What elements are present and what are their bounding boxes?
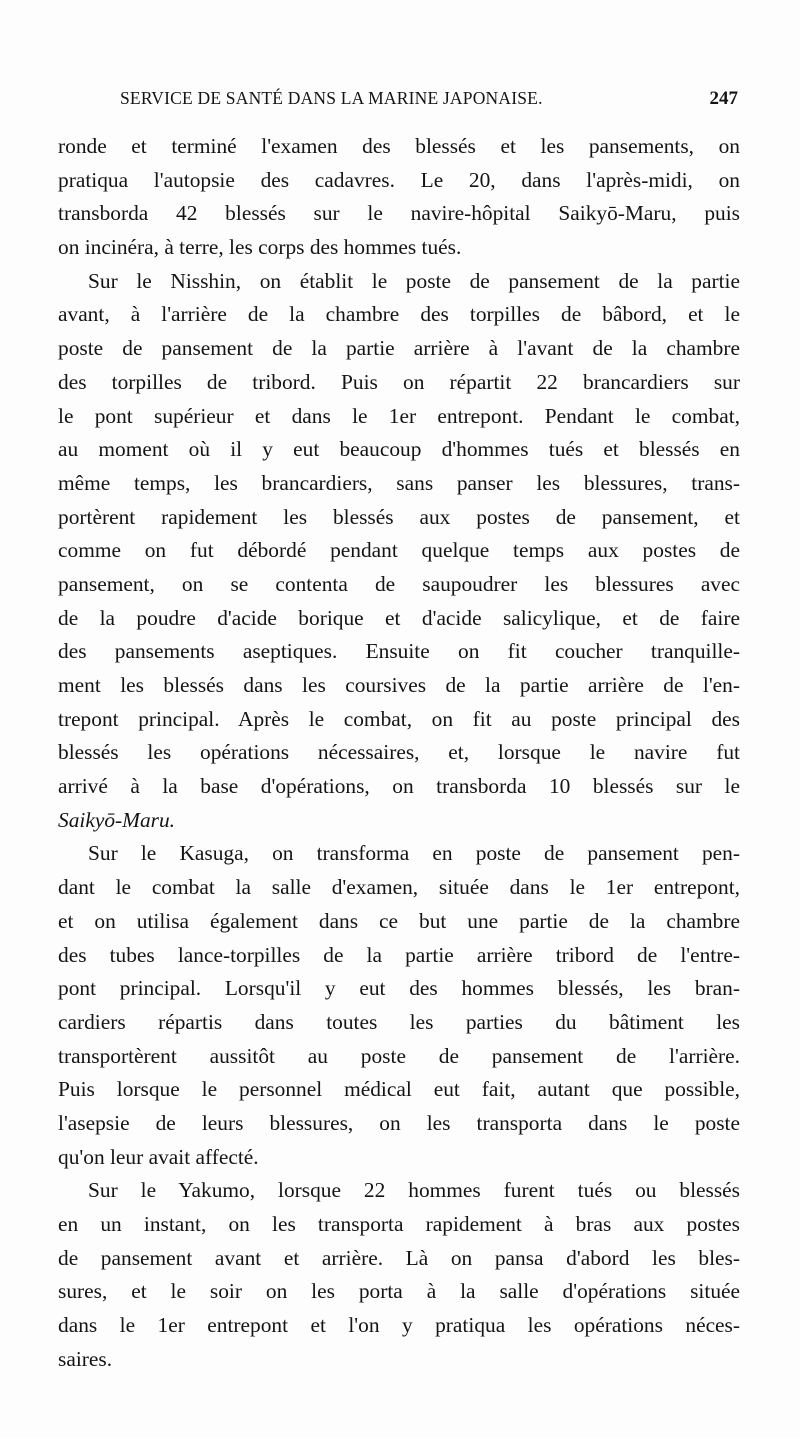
text-line: comme on fut débordé pendant quelque temps aux postes de — [58, 538, 740, 563]
text-line: en un instant, on les transporta rapidement à bras aux postes — [58, 1212, 740, 1236]
text-line: le pont supérieur et dans le 1er entrepont. Pendant le combat, — [58, 403, 740, 428]
text-line: transborda 42 blessés sur le navire-hôpital Saikyō-Maru, puis — [58, 201, 740, 226]
text-line: portèrent rapidement les blessés aux postes de pansement, et — [58, 504, 740, 529]
text-line: pont principal. Lorsqu'il y eut des hommes blessés, les bran- — [58, 976, 740, 1001]
text-line: saires. — [58, 1346, 113, 1371]
body-text — [58, 130, 740, 1376]
text-line: avant, à l'arrière de la chambre des torpilles de bâbord, et le — [58, 302, 740, 327]
page-number: 247 — [709, 88, 738, 109]
text-line: l'asepsie de leurs blessures, on les transporta dans le poste — [58, 1110, 740, 1135]
text-line: sures, et le soir on les porta à la salle d'opérations située — [58, 1279, 740, 1304]
text-line: de la poudre d'acide borique et d'acide salicylique, et de faire — [58, 605, 740, 630]
text-line: on incinéra, à terre, les corps des hommes tués. — [58, 235, 462, 260]
page-header — [120, 88, 738, 114]
text-line: pansement, on se contenta de saupoudrer les blessures avec — [58, 571, 740, 596]
text-line: transportèrent aussitôt au poste de pansement de l'arrière. — [58, 1043, 740, 1068]
text-line: dans le 1er entrepont et l'on y pratiqua les opérations néces- — [58, 1313, 740, 1338]
text-line: des tubes lance-torpilles de la partie arrière tribord de l'entre- — [58, 942, 740, 967]
text-line: des torpilles de tribord. Puis on répartit 22 brancardiers sur — [58, 369, 740, 394]
text-line: blessés les opérations nécessaires, et, lorsque le navire fut — [58, 740, 740, 765]
text-line: ment les blessés dans les coursives de la partie arrière de l'en- — [58, 673, 740, 697]
text-line: même temps, les brancardiers, sans panser les blessures, trans- — [58, 470, 740, 495]
text-line: cardiers répartis dans toutes les parties du bâtiment les — [58, 1009, 740, 1034]
text-line: pratiqua l'autopsie des cadavres. Le 20, dans l'après-midi, on — [58, 167, 740, 192]
text-line: arrivé à la base d'opérations, on transborda 10 blessés sur le — [58, 774, 740, 799]
text-line: Sur le Yakumo, lorsque 22 hommes furent tués ou blessés — [88, 1178, 740, 1203]
text-line: Sur le Kasuga, on transforma en poste de pansement pen- — [88, 841, 740, 866]
text-line: Saikyō-Maru. — [58, 807, 176, 832]
text-line: Puis lorsque le personnel médical eut fait, autant que possible, — [58, 1077, 740, 1102]
text-line: trepont principal. Après le combat, on fit au poste principal des — [58, 706, 740, 731]
text-line: au moment où il y eut beaucoup d'hommes tués et blessés en — [58, 437, 740, 462]
text-line: de pansement avant et arrière. Là on pansa d'abord les bles- — [58, 1245, 740, 1270]
text-line: et on utilisa également dans ce but une partie de la chambre — [58, 908, 740, 933]
text-line: Sur le Nisshin, on établit le poste de pansement de la partie — [88, 268, 740, 293]
text-line: poste de pansement de la partie arrière à l'avant de la chambre — [58, 336, 740, 361]
running-title: SERVICE DE SANTÉ DANS LA MARINE JAPONAISE. — [120, 88, 543, 108]
text-line: qu'on leur avait affecté. — [58, 1144, 259, 1169]
text-line: des pansements aseptiques. Ensuite on fit coucher tranquille- — [58, 639, 740, 664]
text-line: dant le combat la salle d'examen, située dans le 1er entrepont, — [58, 875, 740, 900]
text-line: ronde et terminé l'examen des blessés et les pansements, on — [58, 134, 740, 158]
